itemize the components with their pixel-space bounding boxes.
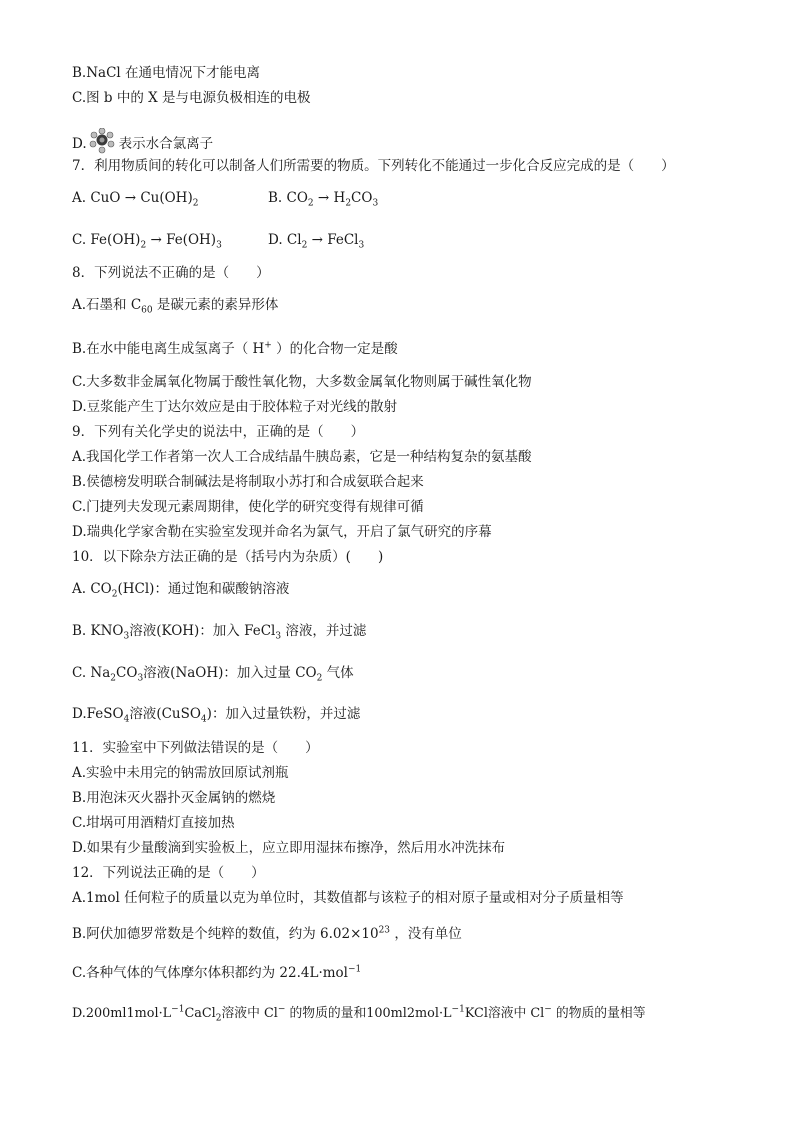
- q9-option-a: A.我国化学工作者第一次人工合成结晶牛胰岛素，它是一种结构复杂的氨基酸: [72, 449, 532, 465]
- q10c-text: ：加入过量: [223, 665, 291, 681]
- q7-option-d: D. $Cl_2$ → FeCl$_3$: [268, 232, 365, 251]
- q9-option-b: B.侯德榜发明联合制碱法是将制取小苏打和合成氨联合起来: [72, 474, 424, 490]
- q12d-pre: D.: [72, 1006, 86, 1021]
- option-d-text: 表示水合氯离子: [118, 136, 214, 152]
- q12-option-b: B.阿伏加德罗常数是个纯粹的数值，约为 $6.02\times 10^{23}$ ，没有单位: [72, 925, 462, 942]
- q11-option-b: B.用泡沫灭火器扑灭金属钠的燃烧: [72, 790, 276, 806]
- question-9: 9．下列有关化学史的说法中，正确的是（ ）: [72, 424, 365, 440]
- q6-option-c: C.图 b 中的 X 是与电源负极相连的电极: [72, 90, 311, 106]
- q12b-pre: B.阿伏加德罗常数是个纯粹的数值，约为: [72, 926, 316, 942]
- q10-option-a: A. $CO_2(HCl)$：通过饱和碳酸钠溶液: [72, 581, 290, 600]
- q7-option-a: A. CuO → $Cu(OH)_2$: [72, 190, 199, 209]
- q10c-tail: 气体: [326, 665, 354, 681]
- q12d-mid1: 溶液中: [221, 1006, 260, 1021]
- q10b-tail: 溶液，并过滤: [285, 623, 367, 639]
- q10c-mid: 溶液: [143, 665, 171, 681]
- q8-option-a: A.石墨和 $C_{60}$ 是碳元素的素异形体: [72, 297, 279, 316]
- q10-option-c: C. $Na_2CO_3$溶液(NaOH)：加入过量 $CO_2$ 气体: [72, 665, 354, 684]
- q12-option-c: C.各种气体的气体摩尔体积都约为 22.4L·mol$^{-1}$: [72, 964, 362, 981]
- q10-option-d: D.FeSO$_4$溶液(CuSO$_4$)：加入过量铁粉，并过滤: [72, 706, 361, 725]
- option-d-prefix: D.: [72, 136, 87, 152]
- q12b-post: ，没有单位: [394, 926, 462, 942]
- question-8: 8．下列说法不正确的是（ ）: [72, 265, 270, 281]
- q8-option-d: D.豆浆能产生丁达尔效应是由于胶体粒子对光线的散射: [72, 399, 398, 415]
- q10b-text: ：加入: [199, 623, 240, 639]
- question-10: 10．以下除杂方法正确的是（括号内为杂质）( ): [72, 549, 384, 565]
- q10d-mid: 溶液: [129, 706, 157, 722]
- q9-option-d: D.瑞典化学家舍勒在实验室发现并命名为氯气，开启了氯气研究的序幕: [72, 524, 492, 540]
- q11-option-d: D.如果有少量酸滴到实验板上，应立即用湿抹布擦净，然后用水冲洗抹布: [72, 840, 506, 856]
- question-11: 11．实验室中下列做法错误的是（ ）: [72, 740, 319, 756]
- q12d-mid2: 的物质的量和: [289, 1006, 367, 1021]
- q11-option-c: C.坩埚可用酒精灯直接加热: [72, 815, 235, 831]
- q7-option-c: C. $Fe(OH)_2 \to Fe(OH)_3$: [72, 232, 222, 251]
- q10-option-b: B. $KNO_3$溶液(KOH)：加入 FeCl$_3$ 溶液，并过滤: [72, 623, 367, 642]
- q12c-pre: C.各种气体的气体摩尔体积都约为: [72, 965, 276, 981]
- q12-option-d: $D.200ml1mol\cdot L^{-1}CaCl_2$溶液中 Cl− 的物质的量和$100ml2mol\cdot L^{-1}KCl$溶液中 Cl− 的物质的量相等: [72, 1004, 646, 1024]
- question-7: 7．利用物质间的转化可以制备人们所需要的物质。下列转化不能通过一步化合反应完成的是（ ）: [72, 158, 675, 174]
- hydrated-chloride-ion-icon: [87, 128, 117, 154]
- q8b-post: ）的化合物一定是酸: [276, 341, 398, 357]
- q12-option-a: A.1mol 任何粒子的质量以克为单位时，其数值都与该粒子的相对原子量或相对分子质量相等: [72, 890, 624, 906]
- q10d-text: ：加入过量铁粉，并过滤: [211, 706, 361, 722]
- q10a-text: ：通过饱和碳酸钠溶液: [154, 581, 290, 597]
- q12d-mid3: 溶液中: [487, 1006, 527, 1021]
- q9-option-c: C.门捷列夫发现元素周期律，使化学的研究变得有规律可循: [72, 499, 424, 515]
- q8b-pre: B.在水中能电离生成氢离子（: [72, 341, 249, 357]
- q6-option-d: [72, 128, 213, 154]
- q10b-mid: 溶液: [129, 623, 157, 639]
- question-12: 12．下列说法正确的是（ ）: [72, 865, 265, 881]
- q8-option-c: C.大多数非金属氧化物属于酸性氧化物，大多数金属氧化物则属于碱性氧化物: [72, 374, 532, 390]
- q6-option-b: B.NaCl 在通电情况下才能电离: [72, 65, 261, 81]
- q8-option-b: B.在水中能电离生成氢离子（ H+ ）的化合物一定是酸: [72, 340, 398, 357]
- q7-option-b: B. $CO_2 \to H_2CO_3$: [268, 190, 379, 209]
- q11-option-a: A.实验中未用完的钠需放回原试剂瓶: [72, 765, 289, 781]
- q12d-post: 的物质的量相等: [555, 1006, 646, 1021]
